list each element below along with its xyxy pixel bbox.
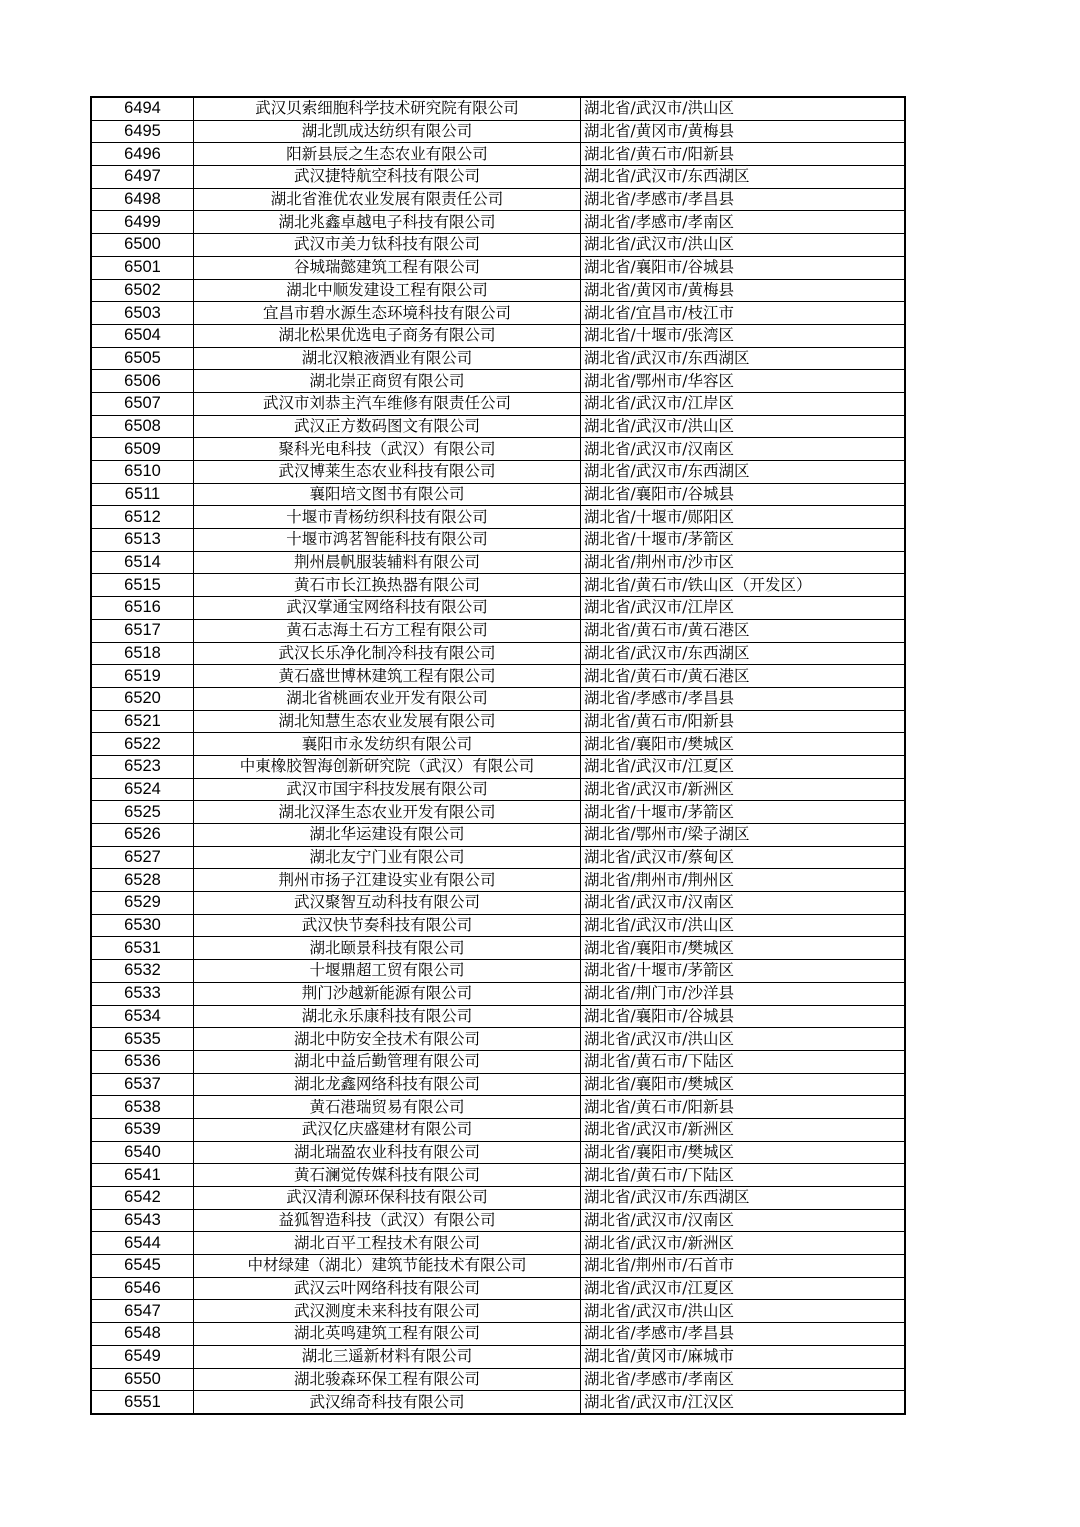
region-cell: 湖北省/武汉市/洪山区	[581, 234, 906, 257]
company-name-cell: 十堰市鸿茗智能科技有限公司	[194, 529, 581, 552]
table-row	[91, 1028, 905, 1051]
table-row	[91, 597, 905, 620]
region-cell: 湖北省/十堰市/茅箭区	[581, 801, 906, 824]
row-number-cell: 6524	[91, 778, 194, 801]
row-number-cell: 6514	[91, 551, 194, 574]
row-number-cell: 6530	[91, 914, 194, 937]
table-row	[91, 279, 905, 302]
table-row	[91, 1005, 905, 1028]
region-cell: 湖北省/武汉市/东西湖区	[581, 642, 906, 665]
region-cell: 湖北省/武汉市/洪山区	[581, 415, 906, 438]
row-number-cell: 6534	[91, 1005, 194, 1028]
table-row	[91, 960, 905, 983]
row-number-cell: 6527	[91, 846, 194, 869]
company-name-cell: 武汉市美力钛科技有限公司	[194, 234, 581, 257]
region-cell: 湖北省/十堰市/茅箭区	[581, 529, 906, 552]
company-name-cell: 湖北知慧生态农业发展有限公司	[194, 710, 581, 733]
table-row	[91, 914, 905, 937]
row-number-cell: 6500	[91, 234, 194, 257]
region-cell: 湖北省/黄冈市/麻城市	[581, 1345, 906, 1368]
company-name-cell: 武汉市国宇科技发展有限公司	[194, 778, 581, 801]
region-cell: 湖北省/武汉市/新洲区	[581, 778, 906, 801]
row-number-cell: 6505	[91, 347, 194, 370]
row-number-cell: 6494	[91, 97, 194, 120]
region-cell: 湖北省/襄阳市/樊城区	[581, 733, 906, 756]
table-row	[91, 1141, 905, 1164]
company-name-cell: 武汉捷特航空科技有限公司	[194, 166, 581, 189]
company-name-cell: 湖北永乐康科技有限公司	[194, 1005, 581, 1028]
region-cell: 湖北省/武汉市/江夏区	[581, 755, 906, 778]
row-number-cell: 6521	[91, 710, 194, 733]
row-number-cell: 6504	[91, 324, 194, 347]
company-name-cell: 黄石澜觉传媒科技有限公司	[194, 1164, 581, 1187]
region-cell: 湖北省/荆州市/沙市区	[581, 551, 906, 574]
table-row	[91, 483, 905, 506]
company-name-cell: 湖北骏森环保工程有限公司	[194, 1368, 581, 1391]
company-name-cell: 湖北华运建设有限公司	[194, 824, 581, 847]
table-row	[91, 188, 905, 211]
region-cell: 湖北省/黄石市/黄石港区	[581, 619, 906, 642]
table-row	[91, 392, 905, 415]
row-number-cell: 6516	[91, 597, 194, 620]
row-number-cell: 6551	[91, 1391, 194, 1414]
company-name-cell: 湖北三遥新材料有限公司	[194, 1345, 581, 1368]
table-row	[91, 755, 905, 778]
region-cell: 湖北省/武汉市/东西湖区	[581, 1187, 906, 1210]
company-name-cell: 中材绿建（湖北）建筑节能技术有限公司	[194, 1255, 581, 1278]
company-name-cell: 湖北龙鑫网络科技有限公司	[194, 1073, 581, 1096]
row-number-cell: 6532	[91, 960, 194, 983]
row-number-cell: 6539	[91, 1118, 194, 1141]
region-cell: 湖北省/襄阳市/谷城县	[581, 1005, 906, 1028]
company-name-cell: 湖北汉泽生态农业开发有限公司	[194, 801, 581, 824]
row-number-cell: 6550	[91, 1368, 194, 1391]
table-row	[91, 1118, 905, 1141]
table-row	[91, 1300, 905, 1323]
company-name-cell: 湖北松果优选电子商务有限公司	[194, 324, 581, 347]
table-row	[91, 687, 905, 710]
region-cell: 湖北省/孝感市/孝南区	[581, 1368, 906, 1391]
table-row	[91, 710, 905, 733]
company-name-cell: 武汉绵奇科技有限公司	[194, 1391, 581, 1414]
region-cell: 湖北省/荆州市/石首市	[581, 1255, 906, 1278]
company-name-cell: 湖北中益后勤管理有限公司	[194, 1050, 581, 1073]
table-row	[91, 415, 905, 438]
company-name-cell: 武汉贝索细胞科学技术研究院有限公司	[194, 97, 581, 120]
table-row	[91, 665, 905, 688]
company-name-cell: 湖北兆鑫卓越电子科技有限公司	[194, 211, 581, 234]
company-name-cell: 十堰鼎超工贸有限公司	[194, 960, 581, 983]
row-number-cell: 6525	[91, 801, 194, 824]
row-number-cell: 6517	[91, 619, 194, 642]
company-table	[90, 96, 906, 1415]
table-row	[91, 1209, 905, 1232]
table-row	[91, 778, 905, 801]
row-number-cell: 6529	[91, 892, 194, 915]
region-cell: 湖北省/十堰市/郧阳区	[581, 506, 906, 529]
row-number-cell: 6535	[91, 1028, 194, 1051]
region-cell: 湖北省/孝感市/孝昌县	[581, 188, 906, 211]
company-name-cell: 聚科光电科技（武汉）有限公司	[194, 438, 581, 461]
row-number-cell: 6519	[91, 665, 194, 688]
region-cell: 湖北省/襄阳市/谷城县	[581, 256, 906, 279]
region-cell: 湖北省/武汉市/东西湖区	[581, 347, 906, 370]
company-table-body	[91, 97, 905, 1414]
row-number-cell: 6538	[91, 1096, 194, 1119]
table-row	[91, 97, 905, 120]
company-name-cell: 武汉聚智互动科技有限公司	[194, 892, 581, 915]
company-name-cell: 湖北瑞盈农业科技有限公司	[194, 1141, 581, 1164]
table-row	[91, 1073, 905, 1096]
row-number-cell: 6510	[91, 461, 194, 484]
row-number-cell: 6547	[91, 1300, 194, 1323]
region-cell: 湖北省/武汉市/新洲区	[581, 1232, 906, 1255]
table-row	[91, 982, 905, 1005]
region-cell: 湖北省/武汉市/洪山区	[581, 1028, 906, 1051]
row-number-cell: 6542	[91, 1187, 194, 1210]
table-row	[91, 256, 905, 279]
row-number-cell: 6543	[91, 1209, 194, 1232]
company-name-cell: 谷城瑞懿建筑工程有限公司	[194, 256, 581, 279]
company-name-cell: 阳新县辰之生态农业有限公司	[194, 143, 581, 166]
region-cell: 湖北省/武汉市/汉南区	[581, 892, 906, 915]
row-number-cell: 6537	[91, 1073, 194, 1096]
table-row	[91, 801, 905, 824]
region-cell: 湖北省/武汉市/江夏区	[581, 1277, 906, 1300]
company-name-cell: 湖北中顺发建设工程有限公司	[194, 279, 581, 302]
table-row	[91, 234, 905, 257]
company-name-cell: 湖北英鸣建筑工程有限公司	[194, 1323, 581, 1346]
company-name-cell: 荆州市扬子江建设实业有限公司	[194, 869, 581, 892]
company-name-cell: 武汉市刘恭主汽车维修有限责任公司	[194, 392, 581, 415]
table-row	[91, 824, 905, 847]
company-name-cell: 黄石志海土石方工程有限公司	[194, 619, 581, 642]
region-cell: 湖北省/武汉市/蔡甸区	[581, 846, 906, 869]
table-row	[91, 461, 905, 484]
company-name-cell: 湖北汉粮液酒业有限公司	[194, 347, 581, 370]
table-row	[91, 1050, 905, 1073]
row-number-cell: 6546	[91, 1277, 194, 1300]
region-cell: 湖北省/武汉市/东西湖区	[581, 166, 906, 189]
row-number-cell: 6507	[91, 392, 194, 415]
company-name-cell: 湖北中防安全技术有限公司	[194, 1028, 581, 1051]
company-name-cell: 黄石港瑞贸易有限公司	[194, 1096, 581, 1119]
row-number-cell: 6548	[91, 1323, 194, 1346]
region-cell: 湖北省/孝感市/孝南区	[581, 211, 906, 234]
table-row	[91, 619, 905, 642]
table-row	[91, 166, 905, 189]
region-cell: 湖北省/武汉市/汉南区	[581, 438, 906, 461]
row-number-cell: 6523	[91, 755, 194, 778]
region-cell: 湖北省/十堰市/茅箭区	[581, 960, 906, 983]
region-cell: 湖北省/鄂州市/梁子湖区	[581, 824, 906, 847]
row-number-cell: 6544	[91, 1232, 194, 1255]
region-cell: 湖北省/武汉市/洪山区	[581, 1300, 906, 1323]
row-number-cell: 6545	[91, 1255, 194, 1278]
company-name-cell: 武汉正方数码图文有限公司	[194, 415, 581, 438]
row-number-cell: 6526	[91, 824, 194, 847]
company-name-cell: 湖北凯成达纺织有限公司	[194, 120, 581, 143]
company-name-cell: 武汉云叶网络科技有限公司	[194, 1277, 581, 1300]
row-number-cell: 6506	[91, 370, 194, 393]
region-cell: 湖北省/十堰市/张湾区	[581, 324, 906, 347]
company-name-cell: 武汉亿庆盛建材有限公司	[194, 1118, 581, 1141]
row-number-cell: 6509	[91, 438, 194, 461]
company-name-cell: 襄阳市永发纺织有限公司	[194, 733, 581, 756]
row-number-cell: 6512	[91, 506, 194, 529]
row-number-cell: 6497	[91, 166, 194, 189]
row-number-cell: 6522	[91, 733, 194, 756]
company-name-cell: 武汉掌通宝网络科技有限公司	[194, 597, 581, 620]
region-cell: 湖北省/武汉市/汉南区	[581, 1209, 906, 1232]
region-cell: 湖北省/武汉市/洪山区	[581, 914, 906, 937]
row-number-cell: 6515	[91, 574, 194, 597]
region-cell: 湖北省/宜昌市/枝江市	[581, 302, 906, 325]
row-number-cell: 6533	[91, 982, 194, 1005]
table-row	[91, 733, 905, 756]
row-number-cell: 6531	[91, 937, 194, 960]
row-number-cell: 6498	[91, 188, 194, 211]
region-cell: 湖北省/武汉市/江岸区	[581, 597, 906, 620]
region-cell: 湖北省/黄石市/阳新县	[581, 1096, 906, 1119]
table-row	[91, 1345, 905, 1368]
company-name-cell: 湖北省桃画农业开发有限公司	[194, 687, 581, 710]
company-name-cell: 武汉长乐净化制冷科技有限公司	[194, 642, 581, 665]
company-name-cell: 黄石市长江换热器有限公司	[194, 574, 581, 597]
row-number-cell: 6499	[91, 211, 194, 234]
company-name-cell: 湖北省淮优农业发展有限责任公司	[194, 188, 581, 211]
company-name-cell: 湖北友宁门业有限公司	[194, 846, 581, 869]
table-row	[91, 1323, 905, 1346]
row-number-cell: 6503	[91, 302, 194, 325]
region-cell: 湖北省/孝感市/孝昌县	[581, 687, 906, 710]
row-number-cell: 6501	[91, 256, 194, 279]
company-name-cell: 湖北百平工程技术有限公司	[194, 1232, 581, 1255]
table-row	[91, 347, 905, 370]
table-row	[91, 1096, 905, 1119]
table-row	[91, 1187, 905, 1210]
region-cell: 湖北省/武汉市/江岸区	[581, 392, 906, 415]
company-name-cell: 武汉快节奏科技有限公司	[194, 914, 581, 937]
company-name-cell: 宜昌市碧水源生态环境科技有限公司	[194, 302, 581, 325]
company-name-cell: 武汉测度未来科技有限公司	[194, 1300, 581, 1323]
table-row	[91, 1368, 905, 1391]
region-cell: 湖北省/襄阳市/樊城区	[581, 1073, 906, 1096]
table-row	[91, 302, 905, 325]
company-name-cell: 襄阳培文图书有限公司	[194, 483, 581, 506]
table-row	[91, 370, 905, 393]
table-row	[91, 1391, 905, 1414]
table-row	[91, 120, 905, 143]
region-cell: 湖北省/黄石市/阳新县	[581, 710, 906, 733]
row-number-cell: 6511	[91, 483, 194, 506]
region-cell: 湖北省/黄石市/下陆区	[581, 1050, 906, 1073]
company-name-cell: 荆门沙越新能源有限公司	[194, 982, 581, 1005]
table-row	[91, 211, 905, 234]
row-number-cell: 6502	[91, 279, 194, 302]
company-name-cell: 十堰市青杨纺织科技有限公司	[194, 506, 581, 529]
region-cell: 湖北省/襄阳市/樊城区	[581, 937, 906, 960]
company-list-sheet	[90, 96, 906, 1415]
table-row	[91, 324, 905, 347]
company-name-cell: 湖北崇正商贸有限公司	[194, 370, 581, 393]
region-cell: 湖北省/黄石市/下陆区	[581, 1164, 906, 1187]
region-cell: 湖北省/武汉市/江汉区	[581, 1391, 906, 1414]
company-name-cell: 湖北颐景科技有限公司	[194, 937, 581, 960]
region-cell: 湖北省/武汉市/洪山区	[581, 97, 906, 120]
company-name-cell: 荆州晨帆服装辅料有限公司	[194, 551, 581, 574]
region-cell: 湖北省/鄂州市/华容区	[581, 370, 906, 393]
row-number-cell: 6541	[91, 1164, 194, 1187]
row-number-cell: 6513	[91, 529, 194, 552]
region-cell: 湖北省/黄石市/阳新县	[581, 143, 906, 166]
row-number-cell: 6508	[91, 415, 194, 438]
table-row	[91, 551, 905, 574]
region-cell: 湖北省/武汉市/东西湖区	[581, 461, 906, 484]
table-row	[91, 937, 905, 960]
region-cell: 湖北省/荆州市/荆州区	[581, 869, 906, 892]
row-number-cell: 6549	[91, 1345, 194, 1368]
table-row	[91, 1255, 905, 1278]
region-cell: 湖北省/黄石市/黄石港区	[581, 665, 906, 688]
company-name-cell: 武汉清利源环保科技有限公司	[194, 1187, 581, 1210]
region-cell: 湖北省/黄石市/铁山区（开发区）	[581, 574, 906, 597]
table-row	[91, 1277, 905, 1300]
region-cell: 湖北省/荆门市/沙洋县	[581, 982, 906, 1005]
table-row	[91, 869, 905, 892]
table-row	[91, 1164, 905, 1187]
region-cell: 湖北省/孝感市/孝昌县	[581, 1323, 906, 1346]
region-cell: 湖北省/襄阳市/谷城县	[581, 483, 906, 506]
region-cell: 湖北省/武汉市/新洲区	[581, 1118, 906, 1141]
company-name-cell: 黄石盛世博林建筑工程有限公司	[194, 665, 581, 688]
table-row	[91, 1232, 905, 1255]
table-row	[91, 529, 905, 552]
table-row	[91, 892, 905, 915]
company-name-cell: 武汉博莱生态农业科技有限公司	[194, 461, 581, 484]
row-number-cell: 6520	[91, 687, 194, 710]
table-row	[91, 642, 905, 665]
row-number-cell: 6495	[91, 120, 194, 143]
row-number-cell: 6518	[91, 642, 194, 665]
row-number-cell: 6496	[91, 143, 194, 166]
row-number-cell: 6540	[91, 1141, 194, 1164]
table-row	[91, 846, 905, 869]
company-name-cell: 益狐智造科技（武汉）有限公司	[194, 1209, 581, 1232]
region-cell: 湖北省/黄冈市/黄梅县	[581, 120, 906, 143]
region-cell: 湖北省/襄阳市/樊城区	[581, 1141, 906, 1164]
table-row	[91, 506, 905, 529]
table-row	[91, 438, 905, 461]
table-row	[91, 574, 905, 597]
table-row	[91, 143, 905, 166]
row-number-cell: 6536	[91, 1050, 194, 1073]
row-number-cell: 6528	[91, 869, 194, 892]
company-name-cell: 中東橡胶智海创新研究院（武汉）有限公司	[194, 755, 581, 778]
region-cell: 湖北省/黄冈市/黄梅县	[581, 279, 906, 302]
